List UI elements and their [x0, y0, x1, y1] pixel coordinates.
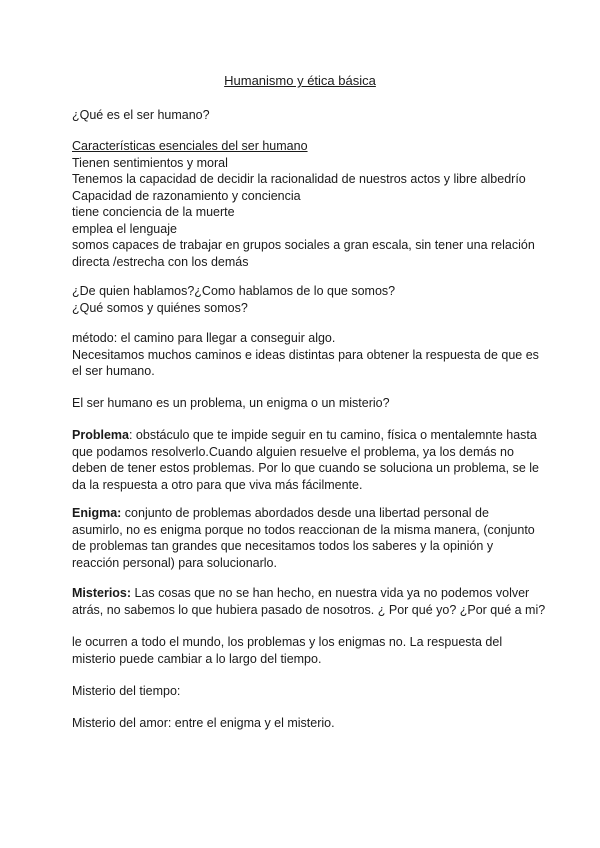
misterio-tiempo: Misterio del tiempo: [72, 684, 181, 698]
enigma-paragraph [72, 505, 535, 571]
problema-term: Problema [72, 428, 129, 442]
paragraph-line: que podamos resolverlo.Cuando alguien resuelve el problema, ya los demás no [72, 444, 514, 459]
paragraph-line: el ser humano. [72, 364, 155, 378]
list-item: Tienen sentimientos y moral [72, 155, 228, 170]
question-line: ¿De quien hablamos?¿Como hablamos de lo que somos? [72, 284, 396, 298]
paragraph-line: misterio puede cambiar a lo largo del tiempo. [72, 651, 322, 666]
paragraph-line: reacción personal) para solucionarlo. [72, 555, 277, 570]
paragraph-line: Necesitamos muchos caminos e ideas distintas para obtener la respuesta de que es [72, 347, 539, 362]
document-title: Humanismo y ética básica [224, 73, 376, 88]
paragraph-line: de problemas tan grandes que necesitamos todos los saberes y la opinión y [72, 539, 494, 553]
question-line: ¿Qué somos y quiénes somos? [72, 300, 248, 315]
paragraph-text: conjunto de problemas abordados desde una libertad personal de [121, 506, 489, 520]
metodo-paragraph [72, 330, 539, 380]
paragraph-line: le ocurren a todo el mundo, los problemas y los enigmas no. La respuesta del [72, 635, 503, 649]
question-what-is-human: ¿Qué es el ser humano? [72, 108, 210, 122]
characteristics-section [72, 138, 535, 270]
paragraph-line: da la respuesta a otro para que viva más fácilmente. [72, 477, 363, 492]
misterio-amor: Misterio del amor: entre el enigma y el misterio. [72, 716, 335, 730]
list-item: directa /estrecha con los demás [72, 254, 249, 269]
characteristics-heading: Características esenciales del ser humano [72, 139, 308, 153]
questions-who [72, 283, 532, 316]
ocurren-paragraph [72, 634, 532, 667]
list-item: emplea el lenguaje [72, 221, 177, 236]
paragraph-line: deben de tener estos problemas. Por lo que cuando se soluciona un problema, se le [72, 461, 539, 475]
question-problem-enigma-mystery: El ser humano es un problema, un enigma o un misterio? [72, 396, 390, 410]
paragraph-line: método: el camino para llegar a conseguir algo. [72, 331, 336, 345]
enigma-term: Enigma: [72, 506, 122, 520]
paragraph-text: : obstáculo que te impide seguir en tu camino, física o mentalemnte hasta [128, 428, 537, 442]
list-item: tiene conciencia de la muerte [72, 205, 235, 219]
paragraph-line: asumirlo, no es enigma porque no todos reaccionan de la misma manera, (conjunto [72, 522, 535, 537]
paragraph-text: Las cosas que no se han hecho, en nuestra vida ya no podemos volver [131, 586, 530, 600]
list-item: somos capaces de trabajar en grupos sociales a gran escala, sin tener una relación [72, 238, 535, 252]
misterios-paragraph [72, 585, 546, 618]
list-item: Tenemos la capacidad de decidir la racionalidad de nuestros actos y libre albedrío [72, 172, 526, 186]
problema-paragraph [72, 427, 539, 493]
misterios-term: Misterios: [72, 586, 132, 600]
list-item: Capacidad de razonamiento y conciencia [72, 188, 301, 203]
paragraph-line: atrás, no sabemos lo que hubiera pasado de nosotros. ¿ Por qué yo? ¿Por qué a mi? [72, 602, 546, 617]
